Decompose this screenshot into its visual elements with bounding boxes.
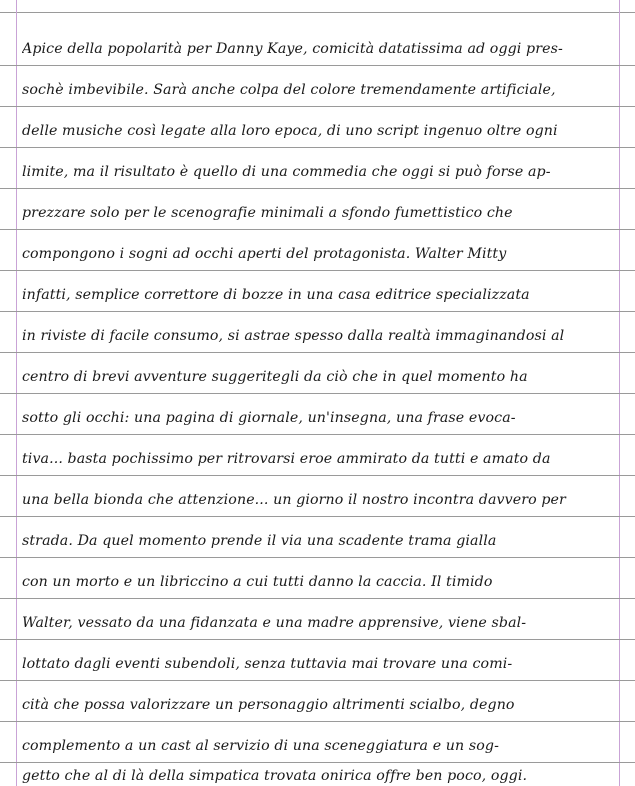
ruled-line bbox=[0, 229, 635, 230]
ruled-line bbox=[0, 475, 635, 476]
handwritten-line: limite, ma il risultato è quello di una commedia che oggi si può forse ap- bbox=[22, 164, 551, 180]
handwritten-line: infatti, semplice correttore di bozze in una casa editrice specializzata bbox=[22, 287, 530, 303]
ruled-line bbox=[0, 598, 635, 599]
ruled-line bbox=[0, 639, 635, 640]
handwritten-line: Apice della popolarità per Danny Kaye, comicità datatissima ad oggi pres- bbox=[22, 41, 563, 57]
ruled-line bbox=[0, 65, 635, 66]
ruled-line bbox=[0, 311, 635, 312]
handwritten-line: con un morto e un libriccino a cui tutti danno la caccia. Il timido bbox=[22, 574, 493, 590]
handwritten-line: tiva... basta pochissimo per ritrovarsi eroe ammirato da tutti e amato da bbox=[22, 451, 551, 467]
ruled-line bbox=[0, 557, 635, 558]
handwritten-line: una bella bionda che attenzione... un giorno il nostro incontra davvero per bbox=[22, 492, 566, 508]
ruled-line bbox=[0, 762, 635, 763]
handwritten-line: centro di brevi avventure suggeritegli da ciò che in quel momento ha bbox=[22, 369, 528, 385]
handwritten-line: strada. Da quel momento prende il via una scadente trama gialla bbox=[22, 533, 497, 549]
handwritten-line: cità che possa valorizzare un personaggio altrimenti scialbo, degno bbox=[22, 697, 515, 713]
handwritten-line: delle musiche così legate alla loro epoca, di uno script ingenuo oltre ogni bbox=[22, 123, 558, 139]
handwritten-line: lottato dagli eventi subendoli, senza tuttavia mai trovare una comi- bbox=[22, 656, 513, 672]
ruled-line bbox=[0, 434, 635, 435]
ruled-line bbox=[0, 721, 635, 722]
ruled-line bbox=[0, 147, 635, 148]
ruled-line bbox=[0, 352, 635, 353]
ruled-line bbox=[0, 188, 635, 189]
ruled-line bbox=[0, 393, 635, 394]
handwritten-line: prezzare solo per le scenografie minimali a sfondo fumettistico che bbox=[22, 205, 513, 221]
handwritten-line: Walter, vessato da una fidanzata e una madre apprensive, viene sbal- bbox=[22, 615, 527, 631]
ruled-line bbox=[0, 106, 635, 107]
ruled-line bbox=[0, 680, 635, 681]
handwritten-line: sotto gli occhi: una pagina di giornale, un'insegna, una frase evoca- bbox=[22, 410, 516, 426]
handwritten-line: in riviste di facile consumo, si astrae spesso dalla realtà immaginandosi al bbox=[22, 328, 565, 344]
handwritten-line: getto che al di là della simpatica trovata onirica offre ben poco, oggi. bbox=[22, 768, 528, 784]
handwritten-line: sochè imbevibile. Sarà anche colpa del colore tremendamente artificiale, bbox=[22, 82, 556, 98]
handwritten-line: compongono i sogni ad occhi aperti del protagonista. Walter Mitty bbox=[22, 246, 507, 262]
ruled-line bbox=[0, 270, 635, 271]
ruled-line bbox=[0, 516, 635, 517]
handwritten-line: complemento a un cast al servizio di una sceneggiatura e un sog- bbox=[22, 738, 499, 754]
